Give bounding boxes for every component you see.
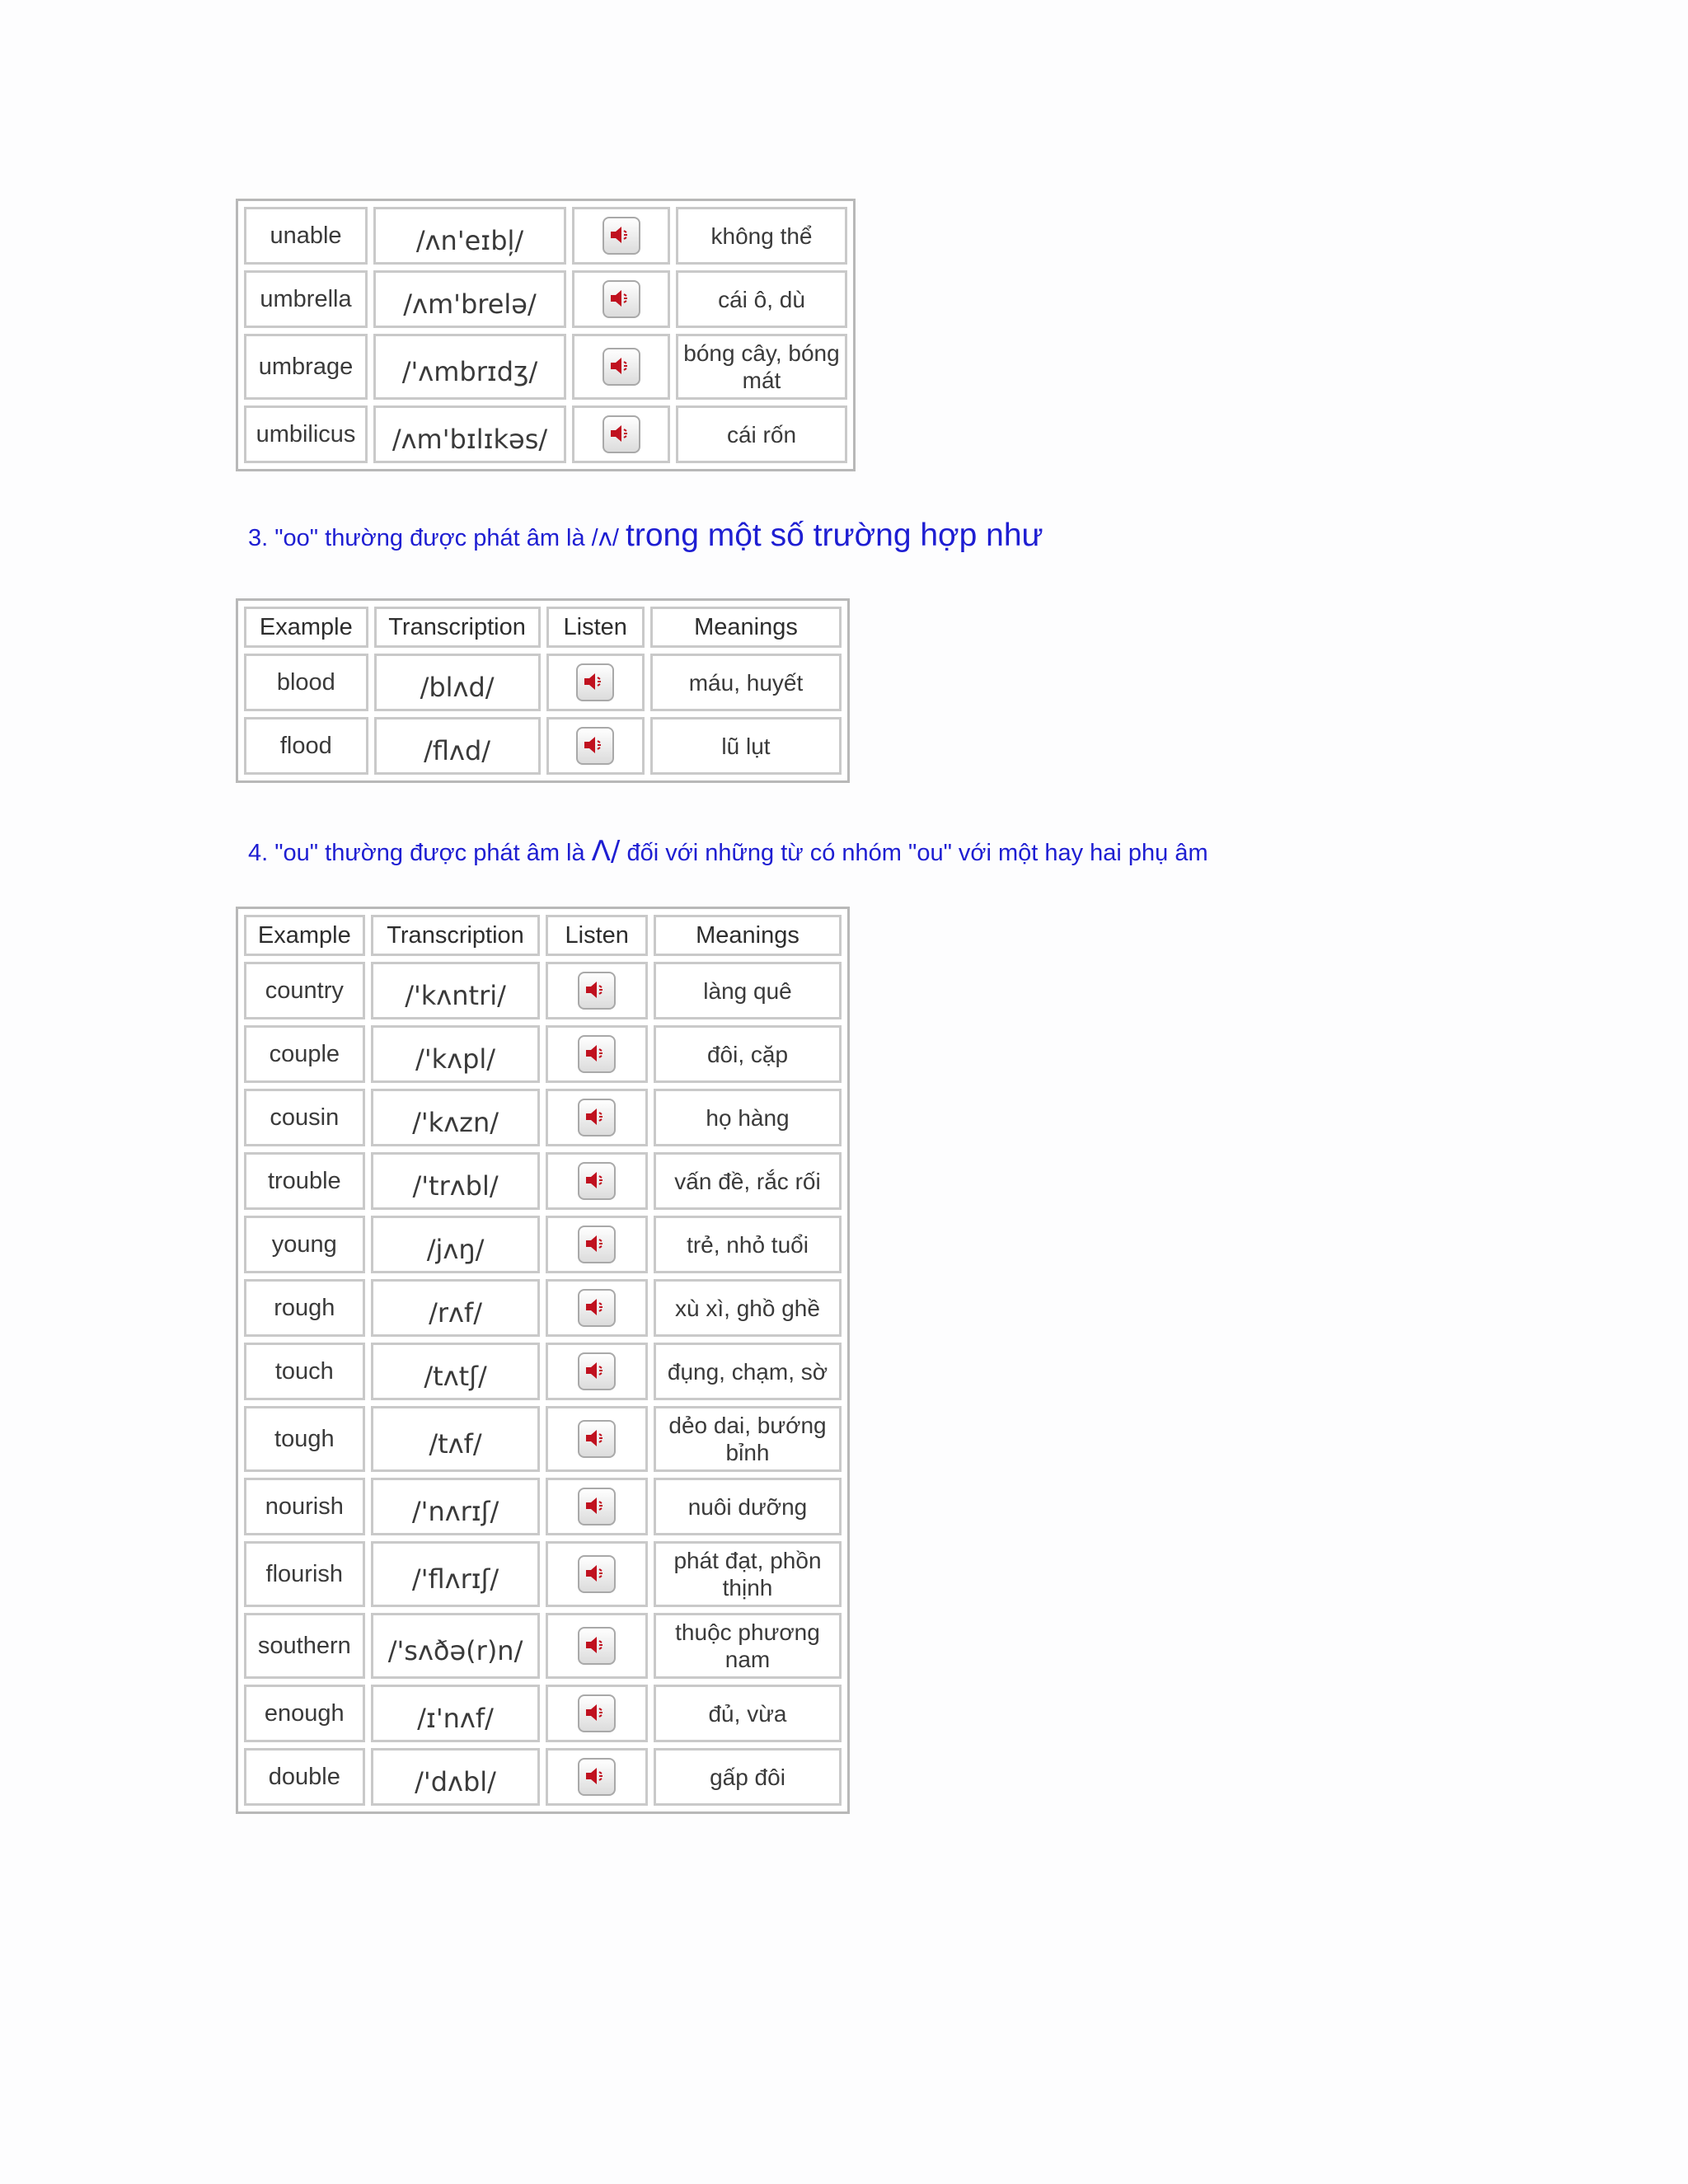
table-row bbox=[244, 405, 847, 463]
word-cell: tough bbox=[244, 1406, 365, 1472]
meaning-cell: lũ lụt bbox=[650, 717, 842, 775]
column-header-transcription: Transcription bbox=[374, 607, 541, 648]
speaker-icon[interactable] bbox=[576, 727, 614, 765]
table-row bbox=[244, 334, 847, 400]
listen-cell bbox=[572, 405, 670, 463]
table-row bbox=[244, 1152, 842, 1210]
listen-cell bbox=[546, 1613, 648, 1679]
heading-4-symbol: Λ/ bbox=[591, 835, 621, 868]
transcription-cell: /'ʌmbrɪdʒ/ bbox=[373, 334, 566, 400]
table-row bbox=[244, 1343, 842, 1400]
meaning-cell: máu, huyết bbox=[650, 654, 842, 711]
vocab-table-2 bbox=[236, 598, 850, 783]
table-row bbox=[244, 1541, 842, 1607]
heading-3-tail: trong một số trường hợp như bbox=[626, 518, 1043, 553]
transcription-cell: /'kʌpl/ bbox=[371, 1025, 541, 1083]
vocab-table-1-body bbox=[244, 207, 847, 463]
meaning-cell: xù xì, ghồ ghề bbox=[654, 1279, 842, 1337]
listen-cell bbox=[546, 1478, 648, 1535]
listen-cell bbox=[572, 334, 670, 400]
vocab-table-3-header-row bbox=[244, 915, 842, 956]
column-header-listen: Listen bbox=[546, 915, 648, 956]
table-row bbox=[244, 207, 847, 265]
transcription-cell: /'kʌzn/ bbox=[371, 1089, 541, 1146]
speaker-icon[interactable] bbox=[578, 1758, 616, 1796]
meaning-cell: họ hàng bbox=[654, 1089, 842, 1146]
meaning-cell: không thể bbox=[676, 207, 847, 265]
heading-3-symbol: ʌ bbox=[598, 523, 612, 551]
table-row bbox=[244, 1748, 842, 1806]
word-cell: touch bbox=[244, 1343, 365, 1400]
meaning-cell: đôi, cặp bbox=[654, 1025, 842, 1083]
listen-cell bbox=[572, 270, 670, 328]
section-heading-3 bbox=[248, 518, 1043, 554]
speaker-icon[interactable] bbox=[578, 1099, 616, 1137]
speaker-icon[interactable] bbox=[603, 280, 640, 318]
transcription-cell: /'nʌrɪʃ/ bbox=[371, 1478, 541, 1535]
listen-cell bbox=[546, 1025, 648, 1083]
transcription-cell: /tʌtʃ/ bbox=[371, 1343, 541, 1400]
table-row bbox=[244, 1216, 842, 1273]
speaker-icon[interactable] bbox=[603, 348, 640, 386]
transcription-cell: /rʌf/ bbox=[371, 1279, 541, 1337]
meaning-cell: đụng, chạm, sờ bbox=[654, 1343, 842, 1400]
vocab-table-3-body bbox=[244, 962, 842, 1806]
word-cell: country bbox=[244, 962, 365, 1019]
meaning-cell: phát đạt, phồn thịnh bbox=[654, 1541, 842, 1607]
table-row bbox=[244, 962, 842, 1019]
speaker-icon[interactable] bbox=[578, 1035, 616, 1073]
meaning-cell: làng quê bbox=[654, 962, 842, 1019]
word-cell: southern bbox=[244, 1613, 365, 1679]
word-cell: flood bbox=[244, 717, 368, 775]
word-cell: flourish bbox=[244, 1541, 365, 1607]
table-row bbox=[244, 654, 842, 711]
word-cell: double bbox=[244, 1748, 365, 1806]
speaker-icon[interactable] bbox=[578, 1488, 616, 1526]
table-row bbox=[244, 1478, 842, 1535]
speaker-icon[interactable] bbox=[578, 972, 616, 1010]
column-header-example: Example bbox=[244, 607, 368, 648]
transcription-cell: /'dʌbl/ bbox=[371, 1748, 541, 1806]
listen-cell bbox=[572, 207, 670, 265]
table-row bbox=[244, 1613, 842, 1679]
word-cell: umbilicus bbox=[244, 405, 368, 463]
transcription-cell: /'sʌðə(r)n/ bbox=[371, 1613, 541, 1679]
transcription-cell: /'kʌntri/ bbox=[371, 962, 541, 1019]
heading-3-prefix: 3. "oo" thường được phát âm là / bbox=[248, 525, 598, 551]
word-cell: umbrage bbox=[244, 334, 368, 400]
speaker-icon[interactable] bbox=[578, 1289, 616, 1327]
listen-cell bbox=[546, 1541, 648, 1607]
word-cell: young bbox=[244, 1216, 365, 1273]
column-header-example: Example bbox=[244, 915, 365, 956]
transcription-cell: /blʌd/ bbox=[374, 654, 541, 711]
section-heading-4 bbox=[248, 835, 1208, 868]
meaning-cell: thuộc phương nam bbox=[654, 1613, 842, 1679]
speaker-icon[interactable] bbox=[578, 1226, 616, 1263]
vocab-table-1 bbox=[236, 199, 856, 471]
transcription-cell: /tʌf/ bbox=[371, 1406, 541, 1472]
speaker-icon[interactable] bbox=[578, 1352, 616, 1390]
column-header-meanings: Meanings bbox=[650, 607, 842, 648]
word-cell: blood bbox=[244, 654, 368, 711]
listen-cell bbox=[546, 962, 648, 1019]
vocab-table-2-body bbox=[244, 654, 842, 775]
speaker-icon[interactable] bbox=[578, 1555, 616, 1593]
word-cell: cousin bbox=[244, 1089, 365, 1146]
listen-cell bbox=[546, 654, 645, 711]
listen-cell bbox=[546, 1089, 648, 1146]
meaning-cell: cái ô, dù bbox=[676, 270, 847, 328]
speaker-icon[interactable] bbox=[578, 1162, 616, 1200]
heading-4-tail: đối với những từ có nhóm "ou" với một hay hai phụ âm bbox=[620, 840, 1208, 866]
column-header-listen: Listen bbox=[546, 607, 645, 648]
table-row bbox=[244, 1089, 842, 1146]
speaker-icon[interactable] bbox=[578, 1420, 616, 1458]
word-cell: nourish bbox=[244, 1478, 365, 1535]
listen-cell bbox=[546, 717, 645, 775]
word-cell: couple bbox=[244, 1025, 365, 1083]
meaning-cell: nuôi dưỡng bbox=[654, 1478, 842, 1535]
transcription-cell: /jʌŋ/ bbox=[371, 1216, 541, 1273]
column-header-transcription: Transcription bbox=[371, 915, 541, 956]
speaker-icon[interactable] bbox=[576, 663, 614, 701]
transcription-cell: /ɪ'nʌf/ bbox=[371, 1685, 541, 1742]
listen-cell bbox=[546, 1152, 648, 1210]
listen-cell bbox=[546, 1748, 648, 1806]
word-cell: rough bbox=[244, 1279, 365, 1337]
table-row bbox=[244, 1279, 842, 1337]
listen-cell bbox=[546, 1343, 648, 1400]
listen-cell bbox=[546, 1406, 648, 1472]
meaning-cell: bóng cây, bóng mát bbox=[676, 334, 847, 400]
vocab-table-3 bbox=[236, 907, 850, 1814]
word-cell: enough bbox=[244, 1685, 365, 1742]
speaker-icon[interactable] bbox=[603, 415, 640, 453]
transcription-cell: /'trʌbl/ bbox=[371, 1152, 541, 1210]
meaning-cell: vấn đề, rắc rối bbox=[654, 1152, 842, 1210]
transcription-cell: /'flʌrɪʃ/ bbox=[371, 1541, 541, 1607]
speaker-icon[interactable] bbox=[603, 217, 640, 255]
column-header-meanings: Meanings bbox=[654, 915, 842, 956]
meaning-cell: cái rốn bbox=[676, 405, 847, 463]
table-row bbox=[244, 1406, 842, 1472]
transcription-cell: /flʌd/ bbox=[374, 717, 541, 775]
transcription-cell: /ʌm'bɪlɪkəs/ bbox=[373, 405, 566, 463]
table-row bbox=[244, 717, 842, 775]
vocab-table-2-header-row bbox=[244, 607, 842, 648]
word-cell: umbrella bbox=[244, 270, 368, 328]
speaker-icon[interactable] bbox=[578, 1694, 616, 1732]
meaning-cell: trẻ, nhỏ tuổi bbox=[654, 1216, 842, 1273]
table-row bbox=[244, 270, 847, 328]
meaning-cell: dẻo dai, bướng bỉnh bbox=[654, 1406, 842, 1472]
word-cell: unable bbox=[244, 207, 368, 265]
table-row bbox=[244, 1685, 842, 1742]
listen-cell bbox=[546, 1279, 648, 1337]
meaning-cell: đủ, vừa bbox=[654, 1685, 842, 1742]
listen-cell bbox=[546, 1216, 648, 1273]
heading-3-suffix: / bbox=[612, 525, 626, 551]
transcription-cell: /ʌm'brelə/ bbox=[373, 270, 566, 328]
meaning-cell: gấp đôi bbox=[654, 1748, 842, 1806]
heading-4-prefix: 4. "ou" thường được phát âm là bbox=[248, 840, 592, 866]
listen-cell bbox=[546, 1685, 648, 1742]
transcription-cell: /ʌn'eɪbļ/ bbox=[373, 207, 566, 265]
speaker-icon[interactable] bbox=[578, 1627, 616, 1665]
table-row bbox=[244, 1025, 842, 1083]
word-cell: trouble bbox=[244, 1152, 365, 1210]
